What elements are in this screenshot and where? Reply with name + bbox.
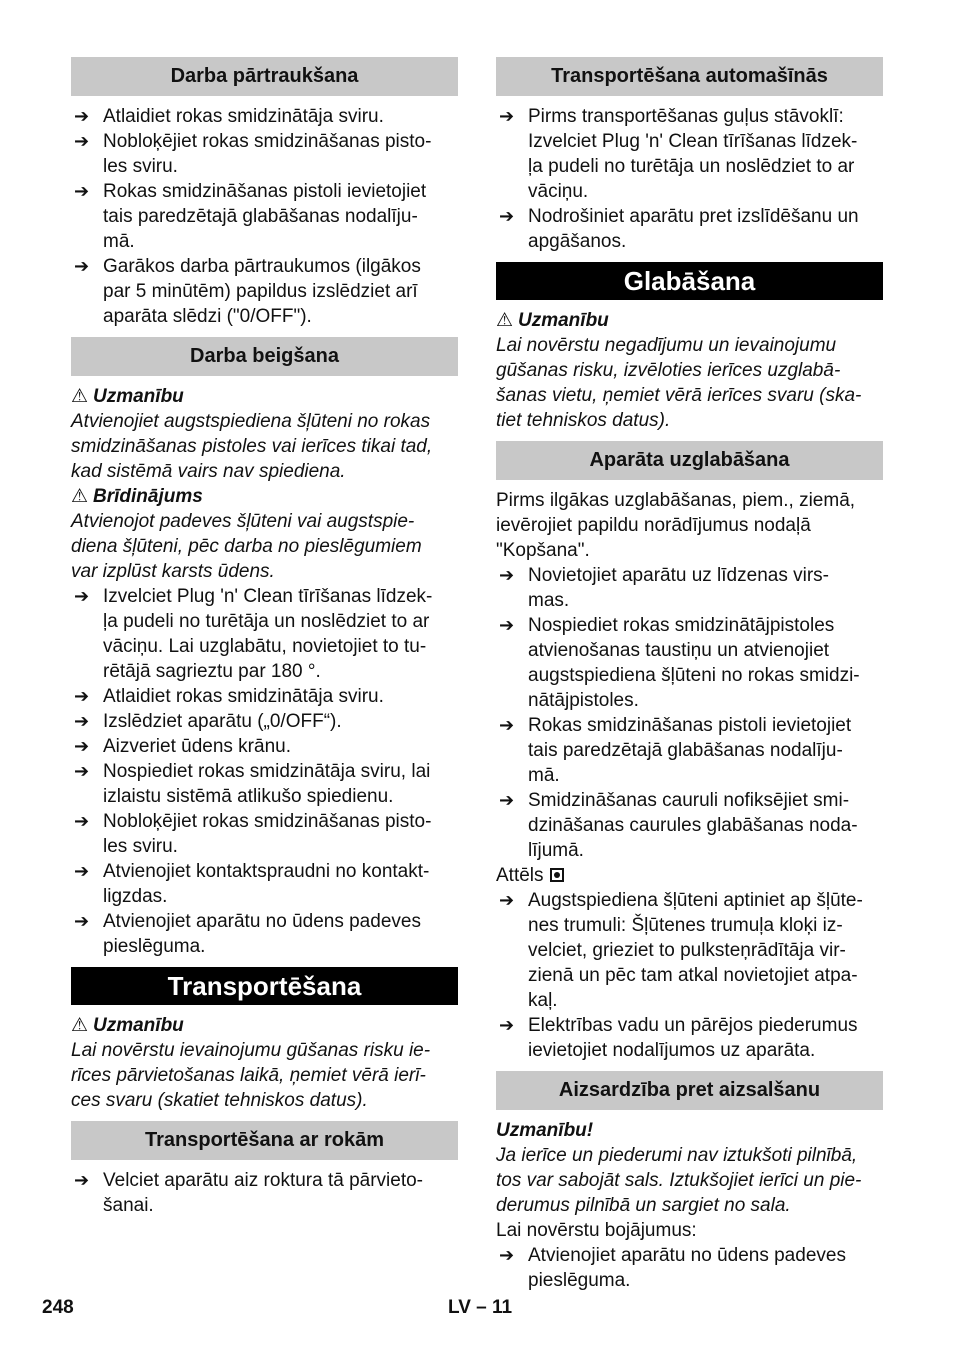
bullet-list	[71, 1168, 458, 1218]
list-item: ➔ Velciet aparātu aiz roktura tā pārvieto- šanai.	[74, 1170, 424, 1216]
intro-paragraph: Lai novērstu bojājumus:	[496, 1220, 697, 1241]
list-item: ➔ Nobloķējiet rokas smidzināšanas pisto- les sviru.	[74, 131, 432, 177]
arrow-icon: ➔	[74, 586, 90, 606]
intro-paragraph: Pirms ilgākas uzglabāšanas, piem., ziemā, ievērojiet papildu norādījumus nodaļā "Kopšana".	[496, 490, 856, 561]
arrow-icon: ➔	[74, 811, 90, 831]
arrow-icon: ➔	[74, 686, 90, 706]
arrow-icon: ➔	[74, 736, 90, 756]
list-item: ➔ Smidzināšanas cauruli nofiksējiet smi- dzināšanas caurules glabāšanas noda- lījumā.	[499, 790, 858, 861]
list-item: ➔ Nodrošiniet aparātu pret izslīdēšanu un apgāšanos.	[499, 206, 859, 252]
arrow-icon: ➔	[74, 131, 90, 151]
arrow-icon: ➔	[74, 911, 90, 931]
bullet-list	[496, 104, 883, 254]
caution-text: Lai novērstu ievainojumu gūšanas risku ie- rīces pārvietošanas laikā, ņemiet vērā ierī- ces svaru (skatiet tehniskos datus).	[71, 1040, 431, 1111]
caution-label: ⚠ Uzmanību	[71, 386, 184, 407]
bullet-list	[496, 563, 883, 863]
arrow-icon: ➔	[74, 711, 90, 731]
list-item: ➔ Izvelciet Plug 'n' Clean tīrīšanas līdzek- ļa pudeli no turētāja un noslēdziet to ar vāciņu. Lai uzglabātu, novietojiet to tu- rētājā sagrieztu par 180 °.	[74, 586, 433, 682]
page-number: 248	[42, 1297, 74, 1318]
chapter-heading: Glabāšana	[496, 262, 883, 300]
list-item: ➔ Nospiediet rokas smidzinātāja sviru, lai izlaistu sistēmā atlikušo spiedienu.	[74, 761, 431, 807]
caution-label: Uzmanību!	[496, 1120, 594, 1141]
bullet-list	[496, 888, 883, 1063]
list-item: ➔ Rokas smidzināšanas pistoli ievietojiet tais paredzētajā glabāšanas nodalīju- mā.	[74, 181, 427, 252]
arrow-icon: ➔	[74, 181, 90, 201]
warning-triangle-icon: ⚠	[71, 1015, 89, 1036]
arrow-icon: ➔	[499, 1245, 515, 1265]
bullet-list	[71, 104, 458, 329]
warning-triangle-icon: ⚠	[71, 486, 89, 507]
arrow-icon: ➔	[499, 1015, 515, 1035]
figure-icon	[550, 868, 564, 882]
caution-text: Lai novērstu negadījumu un ievainojumu gūšanas risku, izvēloties ierīces uzglabā- šanas vietu, ņemiet vērā ierīces svaru (ska- tiet tehniskos datus).	[496, 335, 862, 431]
caution-label: ⚠ Uzmanību	[496, 310, 609, 331]
arrow-icon: ➔	[499, 565, 515, 585]
arrow-icon: ➔	[74, 1170, 90, 1190]
section-heading: Transportēšana ar rokām	[71, 1121, 458, 1160]
section-heading: Darba beigšana	[71, 337, 458, 376]
arrow-icon: ➔	[74, 256, 90, 276]
list-item: ➔ Augstspiediena šļūteni aptiniet ap šļūte- nes trumuli: Šļūtenes trumuļa kloķi iz- velciet, grieziet to pulksteņrādītāja vir- zienā un pēc tam atkal novietojiet atpa- kaļ.	[499, 890, 863, 1011]
arrow-icon: ➔	[499, 890, 515, 910]
list-item: ➔ Atvienojiet kontaktspraudni no kontakt- ligzdas.	[74, 861, 430, 907]
section-heading: Darba pārtraukšana	[71, 57, 458, 96]
caution-text: Ja ierīce un piederumi nav iztukšoti pilnībā, tos var sabojāt sals. Iztukšojiet ierīci un pie- derumus pilnībā un sargiet no sala.	[496, 1145, 862, 1216]
arrow-icon: ➔	[499, 106, 515, 126]
arrow-icon: ➔	[499, 715, 515, 735]
list-item: ➔ Atlaidiet rokas smidzinātāja sviru.	[74, 106, 384, 127]
arrow-icon: ➔	[499, 615, 515, 635]
list-item: ➔ Elektrības vadu un pārējos piederumus ievietojiet nodalījumos uz aparāta.	[499, 1015, 858, 1061]
section-marker: LV – 11	[448, 1297, 513, 1318]
section-heading: Aparāta uzglabāšana	[496, 441, 883, 480]
right-column	[496, 57, 883, 1293]
arrow-icon: ➔	[499, 206, 515, 226]
warning-text: Atvienojot padeves šļūteni vai augstspie- diena šļūteni, pēc darba no pieslēgumiem var izplūst karsts ūdens.	[71, 511, 422, 582]
arrow-icon: ➔	[499, 790, 515, 810]
list-item: ➔ Izslēdziet aparātu („0/OFF“).	[74, 711, 342, 732]
section-heading: Aizsardzība pret aizsalšanu	[496, 1071, 883, 1110]
section-heading: Transportēšana automašīnās	[496, 57, 883, 96]
list-item: ➔ Atlaidiet rokas smidzinātāja sviru.	[74, 686, 384, 707]
bullet-list	[496, 1243, 883, 1293]
warning-label: ⚠ Brīdinājums	[71, 486, 203, 507]
list-item: ➔ Nospiediet rokas smidzinātājpistoles atvienošanas taustiņu un atvienojiet augstspiediena šļūteni no rokas smidzi- nātājpistoles.	[499, 615, 860, 711]
arrow-icon: ➔	[74, 861, 90, 881]
list-item: ➔ Garākos darba pārtraukumos (ilgākos par 5 minūtēm) papildus izslēdziet arī aparāta slēdzi ("0/OFF").	[74, 256, 421, 327]
left-column	[71, 57, 458, 1218]
list-item: ➔ Atvienojiet aparātu no ūdens padeves pieslēguma.	[499, 1245, 846, 1291]
list-item: ➔ Pirms transportēšanas guļus stāvoklī: Izvelciet Plug 'n' Clean tīrīšanas līdzek- ļa pudeli no turētāja un noslēdziet to ar vāciņu.	[499, 106, 858, 202]
warning-triangle-icon: ⚠	[71, 386, 89, 407]
list-item: ➔ Novietojiet aparātu uz līdzenas virs- mas.	[499, 565, 829, 611]
arrow-icon: ➔	[74, 761, 90, 781]
list-item: ➔ Aizveriet ūdens krānu.	[74, 736, 291, 757]
caution-text: Atvienojiet augstspiediena šļūteni no rokas smidzināšanas pistoles vai ierīces tikai tad, kad sistēmā vairs nav spiediena.	[71, 411, 433, 482]
chapter-heading: Transportēšana	[71, 967, 458, 1005]
figure-reference: Attēls	[496, 863, 883, 888]
arrow-icon: ➔	[74, 106, 90, 126]
caution-label: ⚠ Uzmanību	[71, 1015, 184, 1036]
list-item: ➔ Nobloķējiet rokas smidzināšanas pisto- les sviru.	[74, 811, 432, 857]
bullet-list	[71, 584, 458, 959]
list-item: ➔ Atvienojiet aparātu no ūdens padeves pieslēguma.	[74, 911, 421, 957]
warning-triangle-icon: ⚠	[496, 310, 514, 331]
list-item: ➔ Rokas smidzināšanas pistoli ievietojiet tais paredzētajā glabāšanas nodalīju- mā.	[499, 715, 852, 786]
